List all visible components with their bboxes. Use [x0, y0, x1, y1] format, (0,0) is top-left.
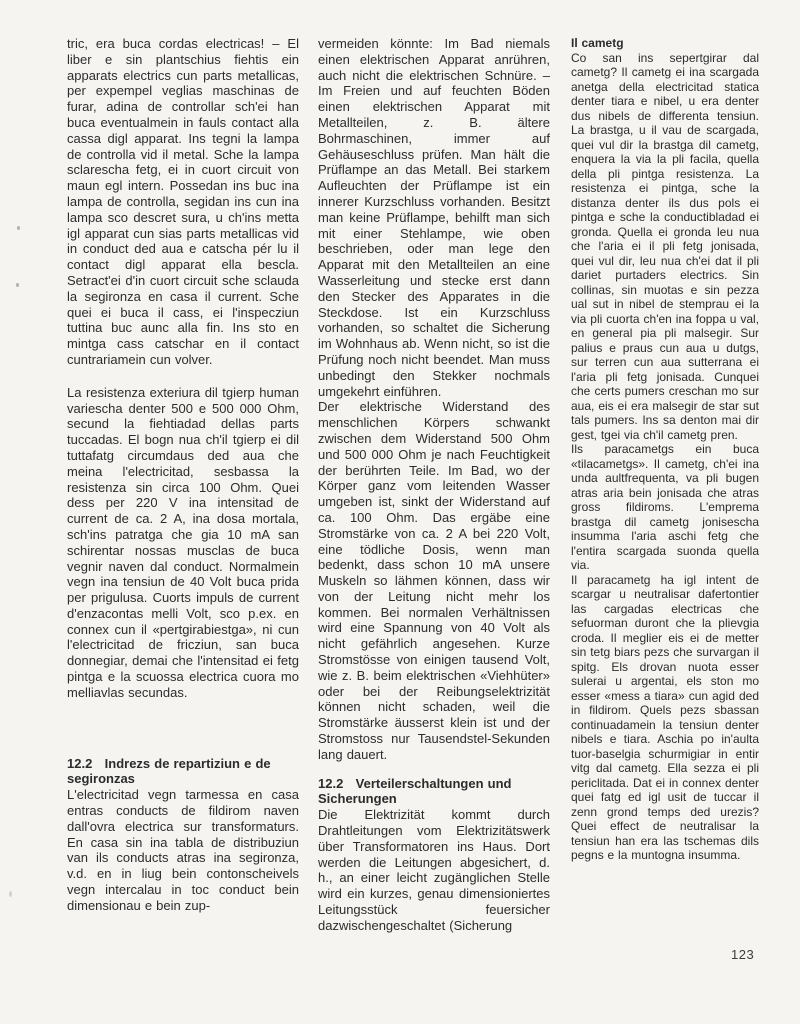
body-paragraph: La resistenza exteriura dil tgierp human variescha denter 500 e 500 000 Ohm, secund la fiehtiadad dellas parts tuccadas. El bogn nua ch'il tgierp ei dil tuttafatg circumdaus ded aua che meina l'electricitad, sesbassa la resistenza sin circa 100 Ohm. Quei dess per 220 V ina intensitad de current de ca. 2 A, ina dosa mortala, sch'ins patratga che gia 10 mA san schirentar nossas musclas de buca vegnir naven dal conduct. Normalmein vegn ina tensiun de 40 Volt buca prida per prigulusa. Cuorts impuls de current d'enzacontas melli Volt, sco p.ex. en connex cun il «pertgirabiestga», ni cun l'electricitad de fricziun, san buca donnegiar, demai che l'intensitad ei fetg pintga e la scuossa electrica cuora mo melliavlas secundas.	[67, 384, 299, 700]
body-paragraph: vermeiden könnte: Im Bad niemals einen elektrischen Apparat anrühren, auch nicht die elektrischen Schnüre. – Im Freien und auf feuchten Böden einen elektrischen Apparat mit Metallteilen, z. B. ältere Bohrmaschinen, immer auf Gehäuseschluss prüfen. Man hält die Prüflampe an das Metall. Bei starkem Aufleuchten der Prüflampe ist ein innerer Kurzschluss vorhanden. Besitzt man keine Prüflampe, behilft man sich mit einer Stehlampe, wie oben beschrieben, oder man lege den Apparat mit den Metallteilen an eine Wasserleitung und stecke erst dann den Stecker des Apparates in die Steckdose. Ist ein Kurzschluss vorhanden, so schaltet die Sicherung im Wohnhaus ab. Wenn nicht, so ist die Prüfung noch nicht beendet. Man muss unbedingt den Stekker nochmals umgekehrt einführen.	[318, 36, 550, 399]
print-speck	[16, 283, 19, 287]
body-paragraph: Il paracametg ha igl intent de scargar u neutralisar dafertontier las cargadas electricas che sefuorman duront che la plievgia croda. Il meglier eis ei de metter sin tetg biars pezs che survargan il spitg. Els drovan nuota esser sulerai u argentai, els ston mo esser «mess a tiara» cun agid ded in fildirom. Quels pezs sbassan continuadamein la tensiun denter nibels e tiara. Aschia po in'aulta tuor-baselgia schurmigiar in entir vitg dal cametg. Ella sezza ei pli periclitada. Dat ei in connex denter quei fatg ed igl usit de tuccar il zenn grond temps ded urezis? Quei effect de neutralisar la tensiun han era las tschemas dils pegns e la muntogna insumma.	[571, 572, 759, 862]
body-paragraph: Ils paracametgs ein buca «tilacametgs». Il cametg, ch'ei ina unda aultfrequenta, va pli bugen atras aria bein jonisada che atras gross fildiroms. L'emprema brastga dil cametg jonisescha insumma l'aria aschi fetg che l'entira scargada suonda quella via.	[571, 442, 759, 572]
text-column-middle	[318, 36, 550, 934]
section-heading: 12.2 Verteilerschaltungen und Sicherungen	[318, 775, 512, 807]
section-heading: Il cametg	[571, 36, 624, 50]
body-paragraph: tric, era buca cordas electricas! – El liber e sin plantschius fiehtis ein apparats electrics cun parts metallicas, per expempel veglias maschinas de furar, adina de controllar sch'ei han buca eventualmein in fauls contact alla cassa digl apparat. Ins tegni la lampa de controlla vid il metal. Sche la lampa sclarescha fetg, ei in cuort circuit von maun egl intern. Possedan ins buc ina lampa de controlla, segidan ins cun ina lampa sco descret sura, u ch'ins metta igl apparat cun sias parts metallicas vid in conduct ded aua e catscha pér lu il contact digl apparat ella bescla. Setract'ei d'in cuort circuit sche sclauda la segironza en casa il current. Sche quei ei buca il cass, ei l'inspecziun tuttina buc aunc alla fin. Ins sto en mintga cass catschar en il contact cuntrariamein cun volver.	[67, 36, 299, 367]
text-column-right-margin	[571, 36, 759, 863]
body-paragraph: L'electricitad vegn tarmessa en casa entras conducts de fildirom naven dall'ovra electrica sur transformaturs. En casa sin ina tabla de distribuziun van ils conducts atras ina segironza, v.d. en in liug bein contonscheivels vegn intercalau in toc conduct bein dimensionau e bein zup-	[67, 787, 299, 913]
print-speck	[17, 226, 20, 230]
body-paragraph: Co san ins sepertgirar dal cametg? Il cametg ei ina scargada anetga della electricitad statica denter tiara e nibel, u era denter dus nibels de differenta tensiun. La brastga, u il vau de scargada, quei vul dir la brastga dil cametg, enquera la via la pli facila, quella della pli pintga resistenza. La resistenza ei pintga, sche la distanza denter ils dus pols ei pintga e sche la conductibladad ei gronda. Quella ei gronda leu nua che l'aria ei il pli fetg jonisada, quei vul dir, leu nua ch'ei dat il pli dariet purtaders electrics. Sin collinas, sin muotas e sin pezza ual sut in nibel de stemprau ei la via pli cuorta ch'en ina foppa u val, en general pia pli malsegir. Sur palius e praus cun aua u dutgs, sur terren cun aua sutterrana ei l'aria pli fetg jonisada. Cunquei che certs pumers creschan mo sur aua, eis ei era malsegir de star sut tals pumers. Ins sa denton mai dir gest, tgei via ch'il cametg pren.	[571, 50, 759, 442]
text-column-left	[67, 36, 299, 914]
print-speck	[9, 891, 12, 897]
page-number: 123	[731, 947, 755, 962]
body-paragraph: Die Elektrizität kommt durch Drahtleitungen vom Elektrizitätswerk über Transformatoren ins Haus. Dort werden die Leitungen abgesichert, d. h., an einer leicht zugänglichen Stelle wird ein kurzes, genau dimensioniertes Leitungsstück feuersicher dazwischengeschaltet (Sicherung	[318, 807, 550, 933]
section-heading: 12.2 Indrezs de repartiziun e de segironzas	[67, 755, 271, 787]
body-paragraph: Der elektrische Widerstand des menschlichen Körpers schwankt zwischen dem Widerstand 500 Ohm und 500 000 Ohm je nach Feuchtigkeit der berührten Teile. Im Bad, wo der Körper ganz vom leitenden Wasser umgeben ist, sinkt der Widerstand auf ca. 100 Ohm. Das ergäbe eine Stromstärke von ca. 2 A bei 220 Volt, eine tödliche Dosis, wenn man bedenkt, dass schon 10 mA unsere Muskeln so lähmen können, dass wir von der Leitung nicht mehr los kommen. Bei normalen Verhältnissen wird eine Spannung von 40 Volt als nicht gefährlich angesehen. Kurze Stromstösse von einigen tausend Volt, wie z. B. beim elektrischen «Viehhüter» oder bei der Reibungselektrizität können nicht schaden, weil die Stromstärke äusserst klein ist und der Stromstoss nur Tausendstel-Sekunden lang dauert.	[318, 399, 550, 762]
